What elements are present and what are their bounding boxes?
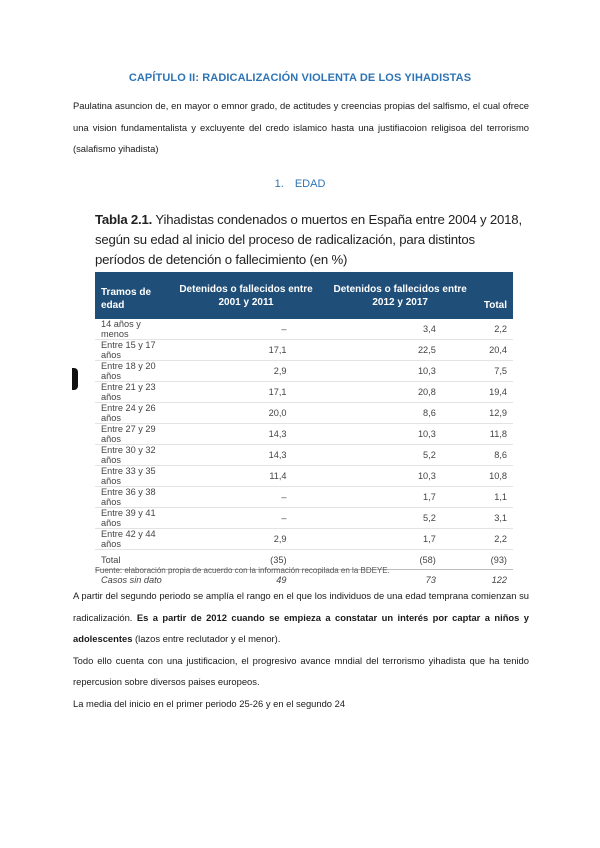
- cell-period-2: 1,7: [323, 529, 478, 550]
- cell-period-2: 20,8: [323, 382, 478, 403]
- table-caption: [95, 210, 525, 270]
- analysis-paragraph-1: [73, 585, 529, 650]
- cell-period-1: 20,0: [170, 403, 323, 424]
- cell-total: 11,8: [478, 424, 513, 445]
- cell-nodata-label: Casos sin dato: [101, 574, 162, 585]
- cell-nodata-period-1: 49: [276, 574, 287, 585]
- cell-age-range: Entre 42 y 44 años: [95, 529, 170, 550]
- cell-age-range: Entre 18 y 20 años: [95, 361, 170, 382]
- cell-period-1: –: [170, 508, 323, 529]
- table-row: [95, 340, 513, 361]
- cell-total: 2,2: [478, 319, 513, 340]
- analysis-paragraph-3: La media del inicio en el primer periodo 25-26 y en el segundo 24: [73, 697, 346, 709]
- cell-age-range: Entre 39 y 41 años: [95, 508, 170, 529]
- cell-period-1: –: [170, 319, 323, 340]
- cell-total-period-1: (35): [170, 550, 323, 570]
- table-header-row: [95, 272, 513, 319]
- cell-period-1: 2,9: [170, 361, 323, 382]
- intro-paragraph: Paulatina asuncion de, en mayor o emnor grado, de actitudes y creencias propias del salfismo, el cual ofrece una vision fundamentalista y excluyente del credo islamico hasta una justifiacoion religisoa del terrorismo (salafismo yihadista): [73, 100, 529, 154]
- cell-period-2: 8,6: [323, 403, 478, 424]
- chapter-title: CAPÍTULO II: RADICALIZACIÓN VIOLENTA DE LOS YIHADISTAS: [128, 72, 472, 84]
- cell-period-1: 17,1: [170, 382, 323, 403]
- table-row: [95, 319, 513, 340]
- cell-age-range: Entre 21 y 23 años: [95, 382, 170, 403]
- cell-age-range: Entre 30 y 32 años: [95, 445, 170, 466]
- source-note-text: Fuente: elaboración propia de acuerdo con la información recopilada en la BDEYE.: [95, 566, 390, 575]
- header-period-1: Detenidos o fallecidos entre 2001 y 2011: [179, 283, 313, 308]
- cell-total: 2,2: [478, 529, 513, 550]
- table-row: [95, 361, 513, 382]
- cell-total: 3,1: [478, 508, 513, 529]
- table-row: [95, 424, 513, 445]
- section-heading: [0, 178, 600, 190]
- cell-period-1: –: [170, 487, 323, 508]
- cell-period-1: 17,1: [170, 340, 323, 361]
- analysis-p1-tail: (lazos entre reclutador y el menor).: [132, 633, 281, 644]
- table-row: [95, 382, 513, 403]
- cell-period-2: 22,5: [323, 340, 478, 361]
- table-row: [95, 445, 513, 466]
- cell-total-overall: (93): [478, 550, 513, 570]
- cell-period-1: 14,3: [170, 424, 323, 445]
- cell-age-range: 14 años y menos: [95, 319, 170, 340]
- section-number: 1.: [274, 178, 284, 190]
- header-period-2: Detenidos o fallecidos entre 2012 y 2017: [333, 283, 467, 308]
- cell-total: 20,4: [478, 340, 513, 361]
- cell-period-2: 10,3: [323, 361, 478, 382]
- cell-period-1: 14,3: [170, 445, 323, 466]
- cell-period-2: 10,3: [323, 424, 478, 445]
- cell-period-2: 10,3: [323, 466, 478, 487]
- header-total: Total: [483, 300, 507, 311]
- cell-age-range: Entre 36 y 38 años: [95, 487, 170, 508]
- table-caption-text: Yihadistas condenados o muertos en España entre 2004 y 2018, según su edad al inicio del proceso de radicalización, para distintos períodos de detención o fallecimiento (en %): [95, 212, 522, 267]
- age-table: [95, 272, 513, 590]
- cell-total: 8,6: [478, 445, 513, 466]
- cell-age-range: Entre 15 y 17 años: [95, 340, 170, 361]
- table-row: [95, 508, 513, 529]
- header-age-range: Tramos de edad: [101, 287, 152, 311]
- cell-period-2: 5,2: [323, 445, 478, 466]
- table-row: [95, 529, 513, 550]
- cell-age-range: Entre 24 y 26 años: [95, 403, 170, 424]
- analysis-p1-bold: Es a partir de 2012 cuando se empieza a constatar un interés por captar a niños y adolescentes: [73, 611, 529, 644]
- cell-nodata-total: 122: [491, 574, 507, 585]
- cell-period-2: 3,4: [323, 319, 478, 340]
- table-caption-label: Tabla 2.1.: [95, 212, 153, 227]
- cell-age-range: Entre 27 y 29 años: [95, 424, 170, 445]
- cell-total: 19,4: [478, 382, 513, 403]
- section-title: EDAD: [294, 178, 326, 190]
- cell-nodata-period-2: 73: [425, 574, 436, 585]
- cell-total-label: Total: [95, 550, 170, 570]
- cell-period-1: 2,9: [170, 529, 323, 550]
- cell-period-1: 11,4: [170, 466, 323, 487]
- analysis-paragraph-2: Todo ello cuenta con una justificacion, el progresivo avance mndial del terrorismo yihadista que ha tenido repercusion sobre diversos paises europeos.: [73, 654, 529, 687]
- cell-total-period-2: (58): [323, 550, 478, 570]
- table-source-note: [95, 566, 390, 578]
- analysis-text: [73, 585, 529, 714]
- table-row: [95, 403, 513, 424]
- cell-total: 10,8: [478, 466, 513, 487]
- cell-period-2: 5,2: [323, 508, 478, 529]
- page-edge-marker: [72, 368, 78, 390]
- cell-total: 7,5: [478, 361, 513, 382]
- cell-period-2: 1,7: [323, 487, 478, 508]
- analysis-p1-text: A partir del segundo periodo se amplía el rango en el que los individuos de una edad temprana comienzan su radicalización.: [73, 590, 529, 623]
- cell-age-range: Entre 33 y 35 años: [95, 466, 170, 487]
- table-row: [95, 466, 513, 487]
- table-row: [95, 487, 513, 508]
- cell-total: 12,9: [478, 403, 513, 424]
- cell-total: 1,1: [478, 487, 513, 508]
